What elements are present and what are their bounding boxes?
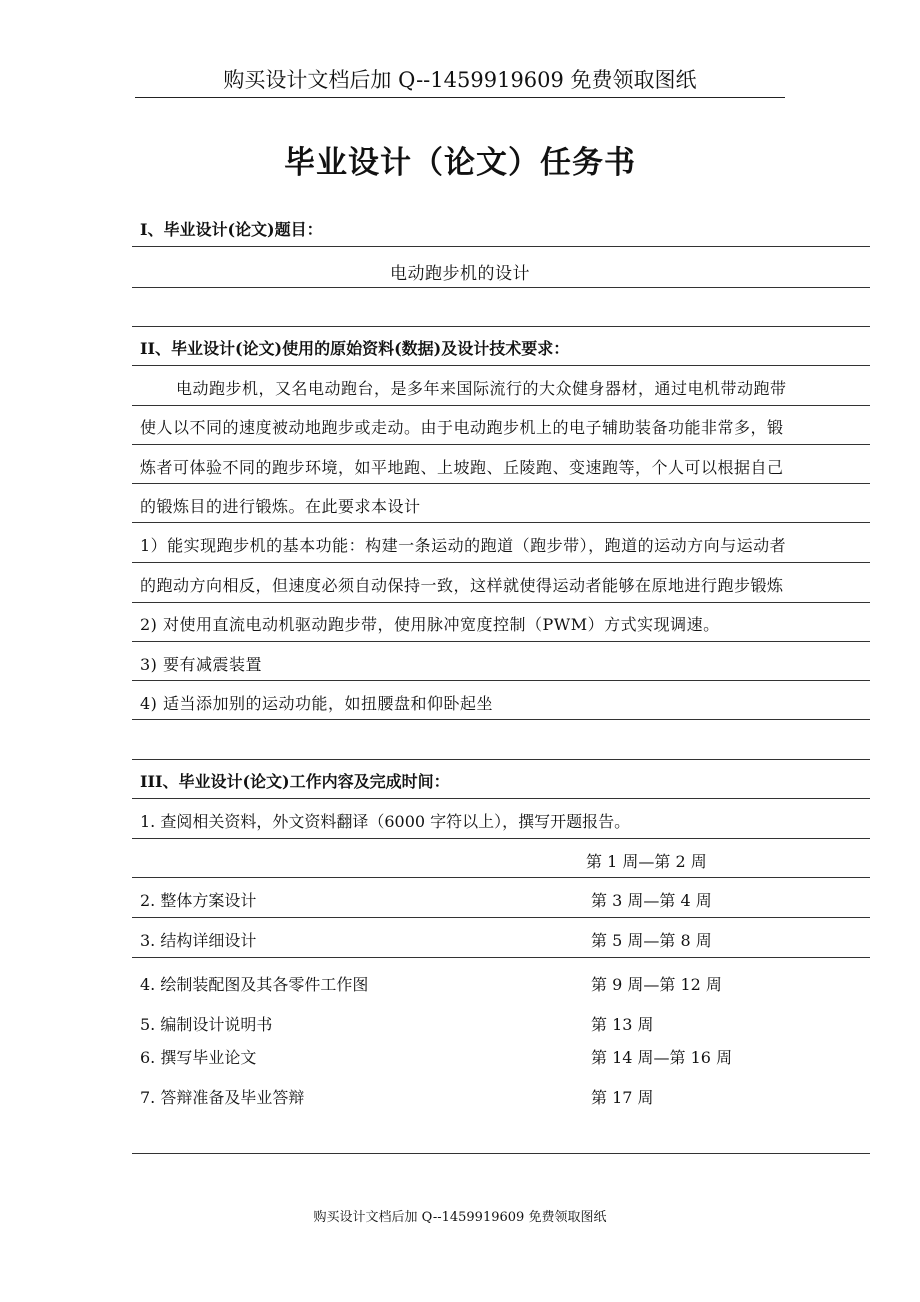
paragraph-line: 电动跑步机，又名电动跑台，是多年来国际流行的大众健身器材，通过电机带动跑带 — [176, 379, 787, 398]
task-time: 第 3 周—第 4 周 — [591, 891, 712, 910]
task-time: 第 17 周 — [591, 1088, 654, 1107]
task-label: 2. 整体方案设计 — [140, 891, 257, 910]
rule — [132, 877, 870, 878]
page-header-text: 购买设计文档后加 Q--1459919609 免费领取图纸 — [223, 68, 697, 92]
rule — [132, 287, 870, 288]
task-time: 第 5 周—第 8 周 — [591, 931, 712, 950]
thesis-topic: 电动跑步机的设计 — [390, 264, 530, 284]
task-label: 3. 结构详细设计 — [140, 931, 257, 950]
rule — [132, 719, 870, 720]
task-label: 7. 答辩准备及毕业答辩 — [140, 1088, 305, 1107]
rule — [132, 246, 870, 247]
task-time: 第 13 周 — [591, 1015, 654, 1034]
section-2-heading: II、毕业设计(论文)使用的原始资料(数据)及设计技术要求： — [140, 339, 570, 358]
paragraph-line: 使人以不同的速度被动地跑步或走动。由于电动跑步机上的电子辅助装备功能非常多，锻 — [140, 418, 784, 437]
page-footer-text: 购买设计文档后加 Q--1459919609 免费领取图纸 — [313, 1210, 607, 1225]
rule — [132, 759, 870, 760]
section-1-heading: I、毕业设计(论文)题目： — [140, 220, 323, 239]
task-time: 第 9 周—第 12 周 — [591, 975, 722, 994]
task-time: 第 14 周—第 16 周 — [591, 1048, 733, 1067]
paragraph-line: 炼者可体验不同的跑步环境，如平地跑、上坡跑、丘陵跑、变速跑等，个人可以根据自己 — [140, 458, 784, 477]
rule — [132, 365, 870, 366]
requirement-3: 3) 要有减震装置 — [140, 655, 263, 674]
rule — [132, 1153, 870, 1154]
rule — [132, 917, 870, 918]
rule — [132, 798, 870, 799]
rule — [132, 680, 870, 681]
rule — [132, 522, 870, 523]
document-title: 毕业设计（论文）任务书 — [284, 145, 636, 181]
paragraph-line: 的锻炼目的进行锻炼。在此要求本设计 — [140, 497, 421, 516]
header-rule — [135, 97, 785, 98]
task-label: 4. 绘制装配图及其各零件工作图 — [140, 975, 369, 994]
rule — [132, 602, 870, 603]
requirement-4: 4) 适当添加别的运动功能，如扭腰盘和仰卧起坐 — [140, 694, 494, 713]
section-3-heading: III、毕业设计(论文)工作内容及完成时间： — [140, 772, 450, 791]
requirement-1-line: 1）能实现跑步机的基本功能：构建一条运动的跑道（跑步带），跑道的运动方向与运动者 — [140, 536, 787, 555]
task-label: 6. 撰写毕业论文 — [140, 1048, 257, 1067]
rule — [132, 483, 870, 484]
rule — [132, 641, 870, 642]
requirement-2: 2) 对使用直流电动机驱动跑步带，使用脉冲宽度控制（PWM）方式实现调速。 — [140, 615, 720, 634]
rule — [132, 444, 870, 445]
rule — [132, 405, 870, 406]
rule — [132, 957, 870, 958]
task-time: 第 1 周—第 2 周 — [586, 852, 707, 871]
task-label: 5. 编制设计说明书 — [140, 1015, 273, 1034]
requirement-1-line: 的跑动方向相反，但速度必须自动保持一致，这样就使得运动者能够在原地进行跑步锻炼 — [140, 576, 784, 595]
rule — [132, 838, 870, 839]
rule — [132, 562, 870, 563]
task-label: 1. 查阅相关资料，外文资料翻译（6000 字符以上），撰写开题报告。 — [140, 812, 631, 831]
rule — [132, 326, 870, 327]
